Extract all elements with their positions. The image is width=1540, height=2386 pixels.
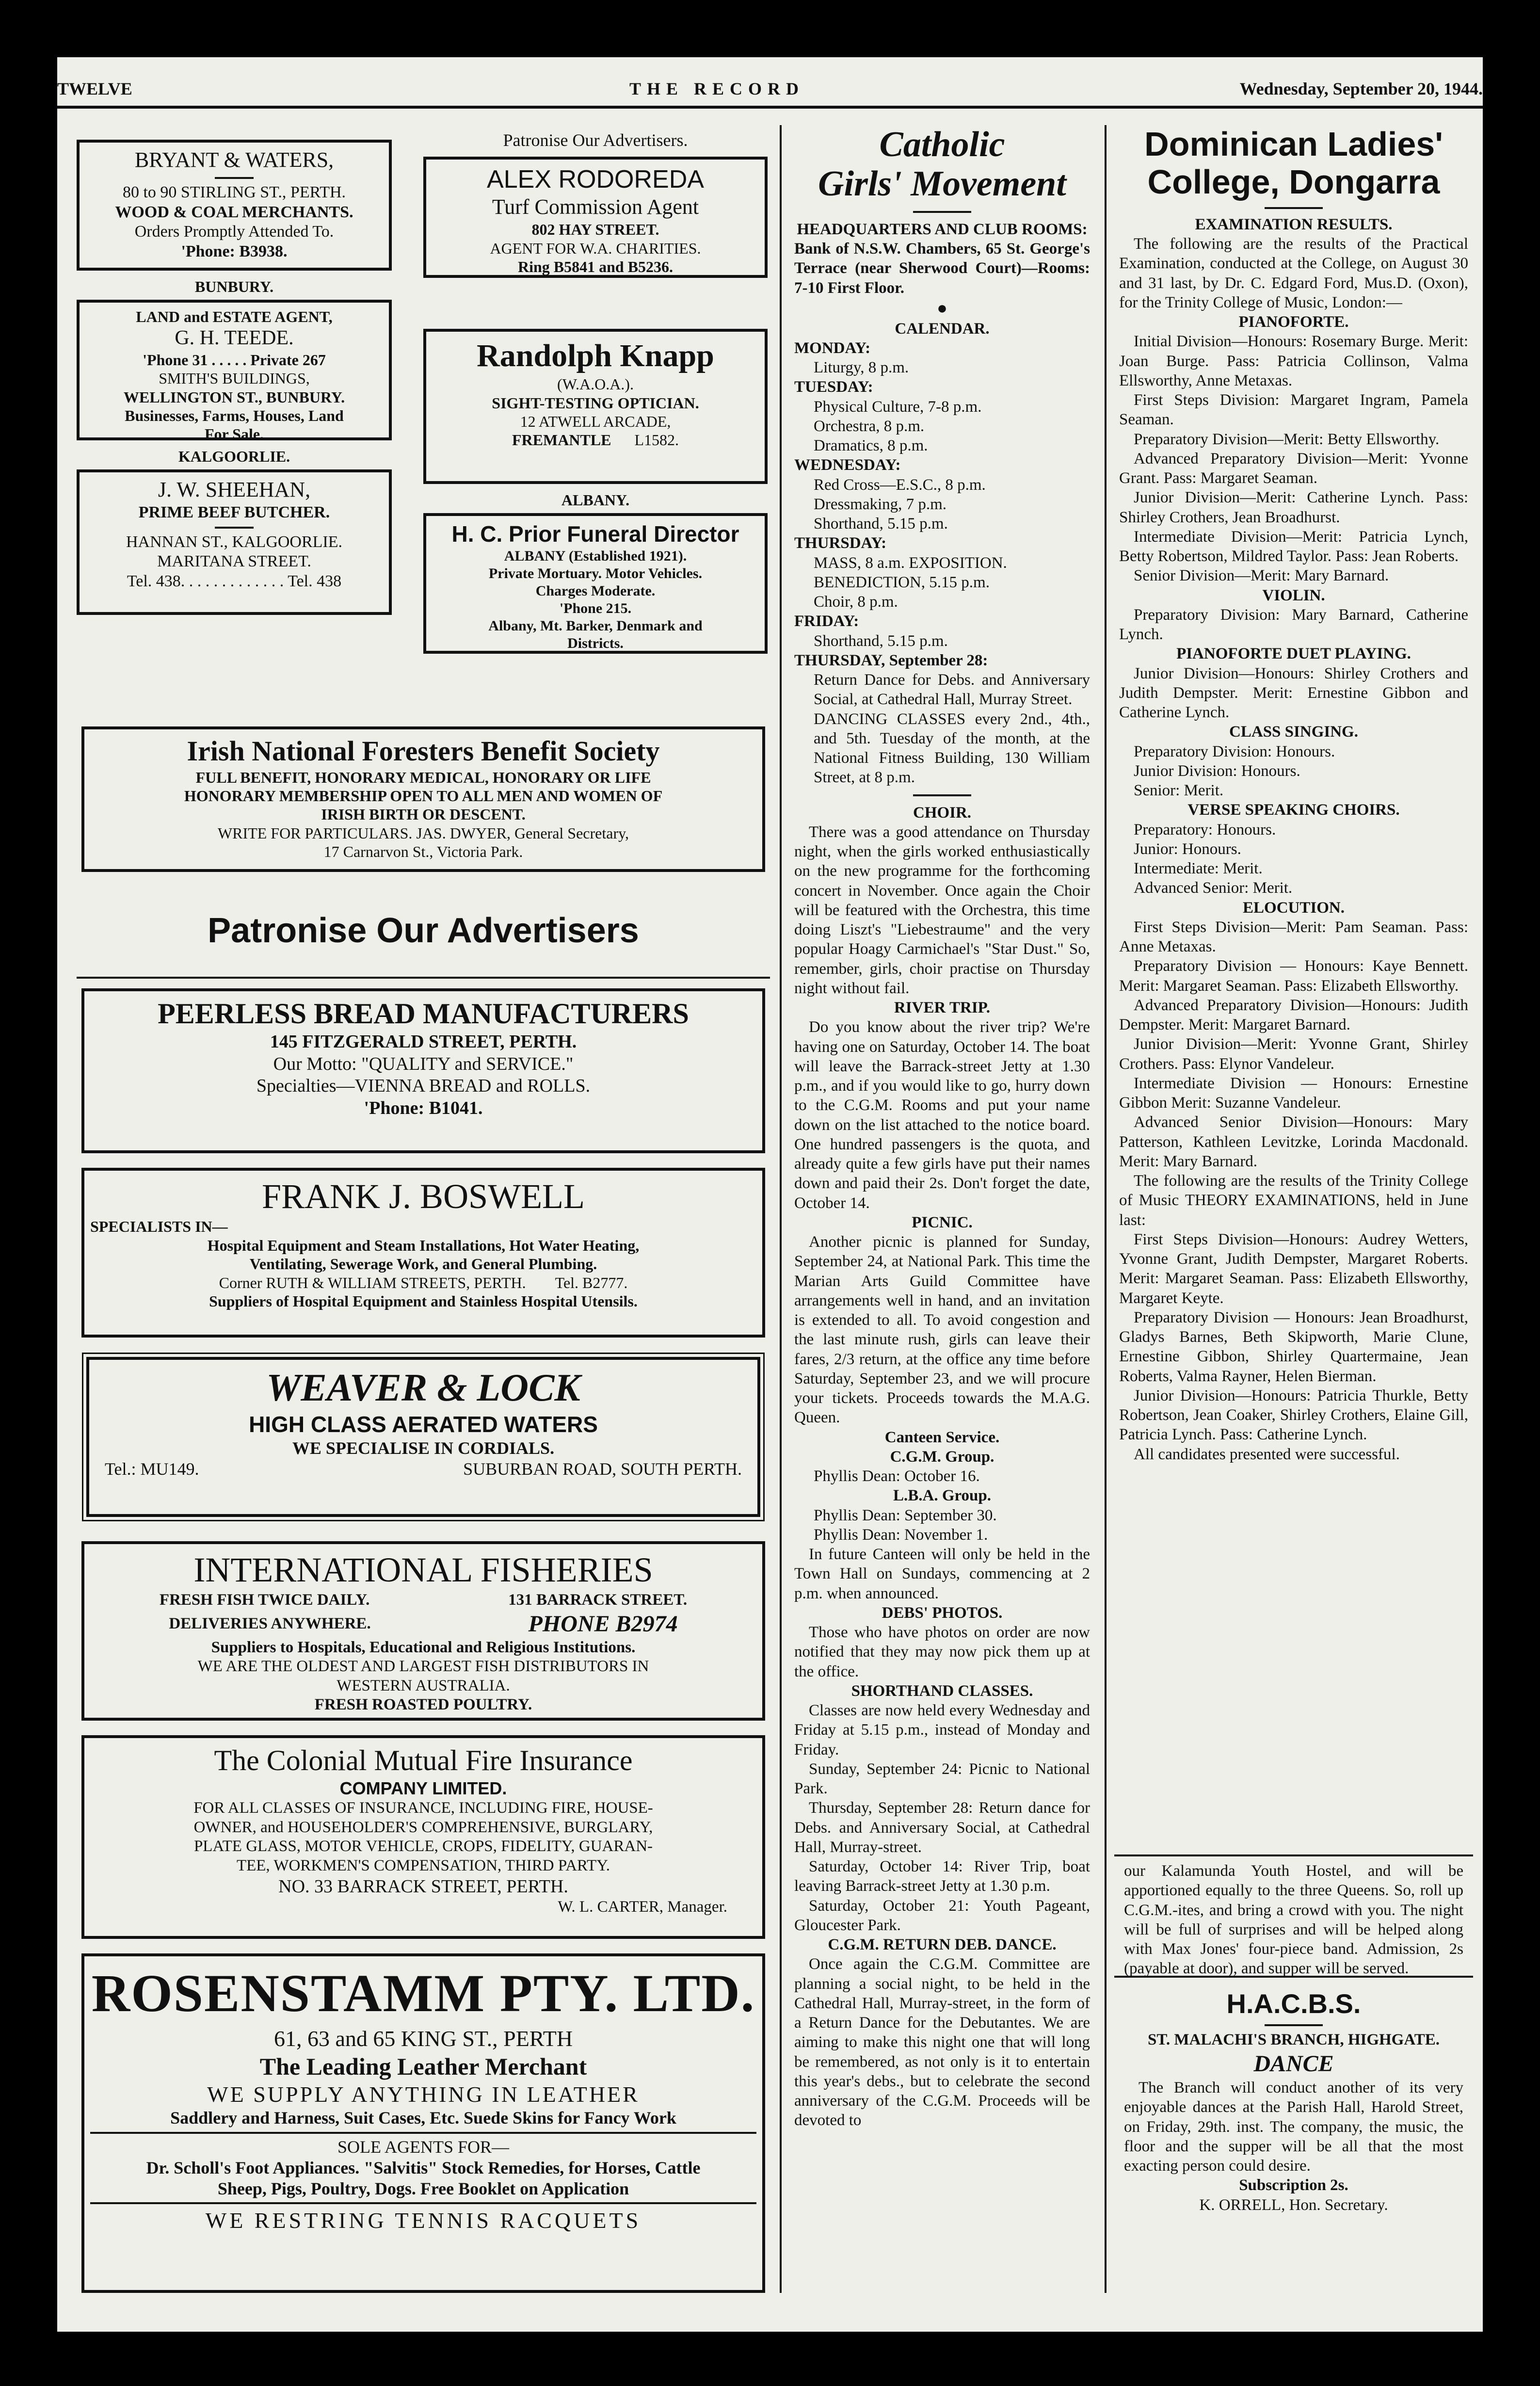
subheading: L.B.A. Group. xyxy=(893,1487,992,1505)
ad-address: 145 FITZGERALD STREET, PERTH. xyxy=(270,1032,577,1052)
subheading: CALENDAR. xyxy=(895,320,990,338)
ad-text: LAND and ESTATE AGENT, xyxy=(136,308,333,325)
ad-text: Charges Moderate. xyxy=(535,583,656,599)
paragraph: Those who have photos on order are now notified that they may now pick them up at the office. xyxy=(794,1624,1090,1680)
ad-address: SUBURBAN ROAD, SOUTH PERTH. xyxy=(463,1459,742,1479)
subheading: C.G.M. Group. xyxy=(890,1448,995,1466)
result-item: First Steps Division—Honours: Audrey Wetters, Yvonne Grant, Judith Dempster, Margaret Roberts. Merit: Margaret Seaman. Pass: Elizabeth Ellsworthy, Margaret Keyte. xyxy=(1119,1230,1468,1307)
ad-phone: L1582. xyxy=(634,431,679,449)
ad-town: FREMANTLE xyxy=(512,431,611,449)
subscription-note: Subscription 2s. xyxy=(1239,2176,1348,2194)
subheading: PIANOFORTE DUET PLAYING. xyxy=(1176,645,1411,663)
event-title: DANCE xyxy=(1253,2050,1334,2077)
result-item: Intermediate: Merit. xyxy=(1134,860,1263,878)
ad-phone: PHONE B2974 xyxy=(528,1611,678,1637)
result-item: All candidates presented were successful. xyxy=(1134,1445,1400,1463)
result-item: Intermediate Division—Merit: Patricia Lynch, Betty Robertson, Mildred Taylor. Pass: Jean Roberts. xyxy=(1119,528,1468,565)
section-heading: KALGOORLIE. xyxy=(178,448,290,465)
calendar-item: Choir, 8 p.m. xyxy=(814,593,898,611)
ad-text: TEE, WORKMEN'S COMPENSATION, THIRD PARTY. xyxy=(236,1856,610,1874)
subheading: ELOCUTION. xyxy=(1243,899,1345,917)
ad-text: Dr. Scholl's Foot Appliances. "Salvitis" Stock Remedies, for Horses, Cattle xyxy=(146,2158,701,2177)
ad-title: J. W. SHEEHAN, xyxy=(158,478,311,501)
ad-text: (W.A.O.A.). xyxy=(557,375,634,393)
subheading: RIVER TRIP. xyxy=(894,999,991,1017)
subheading: HEADQUARTERS AND CLUB ROOMS: xyxy=(797,220,1088,238)
ad-phone: 'Phone 215. xyxy=(559,600,632,617)
result-item: Junior Division—Merit: Catherine Lynch. Pass: Shirley Crothers, Jean Broadhurst. xyxy=(1119,489,1468,526)
ad-title: ALEX RODOREDA xyxy=(487,165,704,193)
ad-foresters xyxy=(81,726,765,872)
paragraph: In future Canteen will only be held in the Town Hall on Sundays, commencing at 2 p.m. when announced. xyxy=(794,1546,1090,1602)
ad-text: AGENT FOR W.A. CHARITIES. xyxy=(490,239,701,257)
ad-title: Irish National Foresters Benefit Society xyxy=(187,735,660,767)
section-heading: BUNBURY. xyxy=(194,278,274,295)
result-item: Senior: Merit. xyxy=(1134,782,1224,800)
ad-address: WELLINGTON ST., BUNBURY. xyxy=(123,388,345,406)
ad-bryant-waters xyxy=(77,140,392,271)
ad-peerless xyxy=(81,988,765,1153)
subheading: PIANOFORTE. xyxy=(1238,313,1349,331)
signature-line: K. ORRELL, Hon. Secretary. xyxy=(1199,2196,1388,2214)
calendar-item: DANCING CLASSES every 2nd., 4th., and 5th. Tuesday of the month, at the National Fitness Building, 130 William Street, at 8 p.m. xyxy=(814,710,1090,787)
article-title: H.A.C.B.S. xyxy=(1226,1988,1361,2019)
ad-text: WE RESTRING TENNIS RACQUETS xyxy=(205,2208,642,2233)
ad-text: SOLE AGENTS FOR— xyxy=(337,2137,510,2157)
ad-address: 12 ATWELL ARCADE, xyxy=(520,412,671,430)
result-item: Preparatory Division—Merit: Betty Ellsworthy. xyxy=(1134,430,1440,448)
result-item: Advanced Preparatory Division—Merit: Yvonne Grant. Pass: Margaret Seaman. xyxy=(1119,450,1468,487)
ad-text: FRESH ROASTED POULTRY. xyxy=(314,1696,532,1714)
ad-text: WE ARE THE OLDEST AND LARGEST FISH DISTRIBUTORS IN xyxy=(197,1658,649,1676)
result-item: Advanced Preparatory Division—Honours: Judith Dempster. Merit: Margaret Barnard. xyxy=(1119,996,1468,1034)
patronise-banner: Patronise Our Advertisers xyxy=(208,911,639,950)
ad-text: SPECIALISTS IN— xyxy=(90,1218,228,1236)
ad-text: WRITE FOR PARTICULARS. JAS. DWYER, General Secretary, xyxy=(217,824,629,842)
ad-boswell xyxy=(81,1168,765,1338)
ad-teede xyxy=(77,300,392,443)
ad-trade: HIGH CLASS AERATED WATERS xyxy=(249,1412,598,1437)
subheading: PICNIC. xyxy=(912,1213,973,1231)
ad-address: MARITANA STREET. xyxy=(157,552,311,571)
calendar-item: MASS, 8 a.m. EXPOSITION. xyxy=(814,554,1007,572)
ad-text: Saddlery and Harness, Suit Cases, Etc. Suede Skins for Fancy Work xyxy=(170,2108,676,2128)
article-title: Dominican Ladies' xyxy=(1144,125,1443,163)
ad-prior xyxy=(423,513,768,654)
ad-title: H. C. Prior Funeral Director xyxy=(451,521,739,547)
article-cgm: Catholic Girls' Movement HEADQUARTERS AND CLUB ROOMS: Bank of N.S.W. Chambers, 65 St. George's Terrace (near Sherwood Court)—Rooms: 7-10 First Floor. ● CALENDAR. MONDAY: Liturgy, 8 p.m. TUESDAY: Physical Culture, 7-8 p.m. Orchestra, 8 p.m. Dramatics, 8 p.m. WEDNESDAY: Red Cross—E.S.C., 8 p.m. Dressmaking, 7 p.m. Shorthand, 5.15 p.m. THURSDAY: MASS, 8 a.m. EXPOSITION. BENEDICTION, 5.15 p.m. Choir, 8 p.m. FRIDAY: Shorthand, 5.15 p.m. THURSDAY, September 28: Return Dance for Debs. and Anniversary Social, at Cathedral Hall, Murray Street. DANCING CLASSES every 2nd., 4th., and 5th. Tuesday of the month, at the National Fitness Building, 130 William Street, at 8 p.m. CHOIR. There was a good attendance on Thursday night, when the girls worked enthusiastically on the new programme for the forthcoming concert in November. Once again the Choir will be featured with the Orchestra, this time doing Liszt's "Liebestraume" and the very popular Hoagy Carmichael's "Star Dust." So, remember, girls, choir practise on Thursday night without fail. RIVER TRIP. Do you know about the river trip? We're having one on Saturday, October 14. The boat will leave the Barrack-street Jetty at 1.30 p.m., and if you would like to go, hurry down to the C.G.M. Rooms and put your name down on the list attached to the notice board. One hundred passengers is the quota, and already quite a few girls have put their names down and paid their 2s. Don't forget the date, October 14. PICNIC. Another picnic is planned for Sunday, September 24, at National Park. This time the Marian Arts Guild Committee have arrangements well in hand, and an invitation is extended to all. To avoid congestion and the last minute rush, girls can leave their fares, 2/3 return, at the office any time before Saturday, September 23, and we will procure your tickets. Proceeds towards the M.A.G. Queen. Canteen Service. C.G.M. Group. Phyllis Dean: October 16. L.B.A. Group. Phyllis Dean: September 30. Phyllis Dean: November 1. In future Canteen will only be held in the Town Hall on Sundays, commencing at 2 p.m. when announced. DEBS' PHOTOS. Those who have photos on order are now notified that they may now pick them up at the office. SHORTHAND CLASSES. Classes are now held every Wednesday and Friday at 5.15 p.m., instead of Monday and Friday. Sunday, September 24: Picnic to National Park. Thursday, September 28: Return dance for Debs. and Anniversary Social, at Cathedral Hall, Murray-street. Saturday, October 14: River Trip, boat leaving Barrack-street Jetty at 1.30 p.m. Saturday, October 21: Youth Pageant, Gloucester Park. C.G.M. RETURN DEB. DANCE. Once again the C.G.M. Committee are planning a social night, to be held in the Cathedral Hall, Murray-street, in the form of a Return Dance for the Debutantes. We are aiming to make this night one that will long be remembered, as not only is it to entertain this year's debs., but to celebrate the second anniversary of the C.G.M. Proceeds will be devoted to xyxy=(794,125,1090,2293)
ad-address: 80 to 90 STIRLING ST., PERTH. xyxy=(122,183,346,201)
article-dominican xyxy=(1119,125,1468,1842)
paragraph: Do you know about the river trip? We're having one on Saturday, October 14. The boat will leave the Barrack-street Jetty at 1.30 p.m., and if you would like to go, hurry down to the C.G.M. Rooms and put your name down on the list attached to the notice board. One hundred passengers is the quota, and already quite a few girls have put their names down and paid their 2s. Don't forget the date, October 14. xyxy=(794,1018,1090,1212)
masthead: THE RECORD xyxy=(629,79,805,98)
ad-title: G. H. TEEDE. xyxy=(175,327,294,350)
ad-text: FOR ALL CLASSES OF INSURANCE, INCLUDING FIRE, HOUSE- xyxy=(193,1799,653,1817)
ad-title: WEAVER & LOCK xyxy=(266,1367,580,1409)
subheading: SHORTHAND CLASSES. xyxy=(851,1682,1033,1700)
ad-address: NO. 33 BARRACK STREET, PERTH. xyxy=(278,1876,568,1897)
calendar-item: Shorthand, 5.15 p.m. xyxy=(814,515,948,533)
ad-text: IRISH BIRTH OR DESCENT. xyxy=(321,806,526,823)
ad-text: Suppliers of Hospital Equipment and Stainless Hospital Utensils. xyxy=(209,1292,638,1310)
result-item: Senior Division—Merit: Mary Barnard. xyxy=(1134,567,1389,585)
ad-colonial-mutual xyxy=(81,1735,765,1939)
paragraph: The following are the results of the Practical Examination, conducted at the College, on August 30 and 31 last, by Dr. C. Edgard Ford, Mus.D. (Oxon), for the Trinity College of Music, London:— xyxy=(1119,235,1468,311)
ad-phone: Tel. B2777. xyxy=(555,1274,628,1291)
ad-text: DELIVERIES ANYWHERE. xyxy=(169,1614,371,1632)
ad-text: FULL BENEFIT, HONORARY MEDICAL, HONORARY OR LIFE xyxy=(195,768,651,786)
ad-title: PEERLESS BREAD MANUFACTURERS xyxy=(158,998,689,1030)
ad-sheehan xyxy=(77,469,392,615)
calendar-item: Shorthand, 5.15 p.m. xyxy=(814,632,948,650)
paragraph: our Kalamunda Youth Hostel, and will be apportioned equally to the three Queens. So, roll up C.G.M.-ites, and bring a crowd with you. The night will be full of surprises and will be helped along with Max Jones' four-piece band. Admission, 2s (payable at door), and supper will be served. xyxy=(1124,1862,1463,1978)
article-title: Girls' Movement xyxy=(818,164,1066,204)
result-item: Junior Division: Honours. xyxy=(1134,762,1300,780)
calendar-item: Dressmaking, 7 p.m. xyxy=(814,495,947,513)
ad-phone: Tel.: MU149. xyxy=(105,1459,199,1479)
ad-text: Districts. xyxy=(567,635,624,652)
result-item: Initial Division—Honours: Rosemary Burge. Merit: Joan Burge. Pass: Patricia Collinson, Valma Ellsworthy, Anne Metaxas. xyxy=(1119,333,1468,389)
calendar-day: FRIDAY: xyxy=(794,613,859,630)
ad-text: Businesses, Farms, Houses, Land xyxy=(125,406,344,424)
ad-rodoreda xyxy=(423,157,768,278)
ad-title: INTERNATIONAL FISHERIES xyxy=(193,1550,653,1589)
article-title: College, Dongarra xyxy=(1147,163,1440,201)
subheading: C.G.M. RETURN DEB. DANCE. xyxy=(828,1936,1057,1954)
ad-text: Hospital Equipment and Steam Installations, Hot Water Heating, xyxy=(207,1236,640,1254)
ad-fisheries xyxy=(81,1541,765,1721)
ad-text: OWNER, and HOUSEHOLDER'S COMPREHENSIVE, BURGLARY, xyxy=(193,1818,653,1836)
ad-text: Sheep, Pigs, Poultry, Dogs. Free Booklet on Application xyxy=(217,2178,629,2198)
page-header xyxy=(57,77,1483,109)
ad-text: Orders Promptly Attended To. xyxy=(134,223,334,241)
paragraph: Another picnic is planned for Sunday, September 24, at National Park. This time the Marian Arts Guild Committee have arrangements well in hand, and an invitation is extended to all. To avoid congestion and the last minute rush, girls can leave their fares, 2/3 return, at the office any time before Saturday, September 23, and we will procure your tickets. Proceeds towards the M.A.G. Queen. xyxy=(794,1233,1090,1427)
paragraph: Once again the C.G.M. Committee are planning a social night, to be held in the Cathedral Hall, Murray-street, in the form of a Return Dance for the Debutantes. We are aiming to make this night one that will long be remembered, as not only is it to entertain this year's debs., but to celebrate the second anniversary of the C.G.M. Proceeds will be devoted to xyxy=(794,1955,1090,2129)
ad-text: SMITH'S BUILDINGS, xyxy=(159,370,310,387)
paragraph: Phyllis Dean: October 16. xyxy=(814,1467,980,1485)
ad-address: 61, 63 and 65 KING ST., PERTH xyxy=(273,2026,573,2051)
section-heading: ALBANY. xyxy=(561,491,630,509)
calendar-item: Physical Culture, 7-8 p.m. xyxy=(814,398,982,416)
ad-title: FRANK J. BOSWELL xyxy=(261,1177,585,1216)
result-item: First Steps Division—Merit: Pam Seaman. Pass: Anne Metaxas. xyxy=(1119,918,1468,956)
issue-date: Wednesday, September 20, 1944. xyxy=(1239,79,1483,98)
paragraph: There was a good attendance on Thursday night, when the girls worked enthusiastically on the new programme for the forthcoming concert in November. Once again the Choir will be featured with the Orchestra, this time doing Liszt's "Liebestraume" and the very popular Hoagy Carmichael's "Star Dust." So, remember, girls, choir practise on Thursday night without fail. xyxy=(794,823,1090,997)
ad-trade: SIGHT-TESTING OPTICIAN. xyxy=(492,394,699,412)
page-number: TWELVE xyxy=(57,79,132,98)
event-item: Thursday, September 28: Return dance for Debs. and Anniversary Social, at Cathedral Hall, Murray-street. xyxy=(794,1799,1090,1856)
subheading: Canteen Service. xyxy=(884,1428,1000,1446)
ad-address: 131 BARRACK STREET. xyxy=(508,1591,688,1609)
ad-phone: 'Phone 31 . . . . . Private 267 xyxy=(143,351,326,369)
ad-phone: 'Phone: B1041. xyxy=(364,1097,483,1118)
ad-text: FRESH FISH TWICE DAILY. xyxy=(159,1591,370,1609)
ad-address: HANNAN ST., KALGOORLIE. xyxy=(126,532,343,551)
ad-address: 17 Carnarvon St., Victoria Park. xyxy=(323,843,523,861)
ad-text: Private Mortuary. Motor Vehicles. xyxy=(488,565,703,582)
calendar-day: WEDNESDAY: xyxy=(794,456,901,474)
event-item: Sunday, September 24: Picnic to National Park. xyxy=(794,1760,1090,1798)
event-item: Saturday, October 14: River Trip, boat leaving Barrack-street Jetty at 1.30 p.m. xyxy=(794,1858,1090,1895)
ad-text: ALBANY (Established 1921). xyxy=(504,548,687,564)
ad-phone: 'Phone: B3938. xyxy=(181,242,288,261)
ad-text: WE SPECIALISE IN CORDIALS. xyxy=(292,1438,555,1458)
result-item: First Steps Division: Margaret Ingram, Pamela Seaman. xyxy=(1119,391,1468,429)
event-item: Saturday, October 21: Youth Pageant, Gloucester Park. xyxy=(794,1897,1090,1934)
paragraph: The Branch will conduct another of its very enjoyable dances at the Parish Hall, Harold Street, on Friday, 29th. inst. The company, the music, the floor and the supper will be all that the most exacting person could desire. xyxy=(1124,2079,1463,2175)
result-item: Junior Division—Honours: Patricia Thurkle, Betty Robertson, Jean Coaker, Shirley Crothers, Elaine Gill, Patricia Lynch. Pass: Catherine Lynch. xyxy=(1119,1386,1468,1444)
result-item: Junior Division—Honours: Shirley Crothers and Judith Dempster. Merit: Ernestine Gibbon and Catherine Lynch. xyxy=(1119,664,1468,722)
calendar-item: Orchestra, 8 p.m. xyxy=(814,417,925,435)
ad-title: Randolph Knapp xyxy=(477,338,714,373)
ad-text: COMPANY LIMITED. xyxy=(339,1778,507,1798)
article-cgm-continued xyxy=(1124,1861,1463,1978)
paragraph: Phyllis Dean: November 1. xyxy=(814,1526,988,1544)
calendar-item: Dramatics, 8 p.m. xyxy=(814,437,928,455)
subheading: EXAMINATION RESULTS. xyxy=(1195,215,1393,233)
calendar-day: TUESDAY: xyxy=(794,378,873,396)
subheading: VIOLIN. xyxy=(1262,586,1325,604)
result-item: Advanced Senior: Merit. xyxy=(1134,879,1293,897)
paragraph: Phyllis Dean: September 30. xyxy=(814,1506,997,1524)
ad-text: Albany, Mt. Barker, Denmark and xyxy=(488,618,703,634)
subheading: CHOIR. xyxy=(913,804,972,822)
newspaper-page xyxy=(57,57,1483,2332)
ad-title: ROSENSTAMM PTY. LTD. xyxy=(91,1964,755,2023)
ad-text: PLATE GLASS, MOTOR VEHICLE, CROPS, FIDELITY, GUARAN- xyxy=(193,1838,653,1855)
ad-text: Suppliers to Hospitals, Educational and Religious Institutions. xyxy=(211,1638,636,1656)
ad-text: WESTERN AUSTRALIA. xyxy=(337,1677,510,1694)
ad-text: Ventilating, Sewerage Work, and General Plumbing. xyxy=(249,1255,597,1273)
result-item: Preparatory Division: Honours. xyxy=(1134,742,1335,760)
calendar-item: Red Cross—E.S.C., 8 p.m. xyxy=(814,476,986,494)
ad-text: Specialties—VIENNA BREAD and ROLLS. xyxy=(256,1076,591,1096)
ad-trade: Turf Commission Agent xyxy=(492,195,699,219)
calendar-day: THURSDAY: xyxy=(794,534,887,552)
result-item: The following are the results of the Trinity College of Music THEORY EXAMINATIONS, held in June last: xyxy=(1119,1172,1468,1229)
result-item: Preparatory Division — Honours: Jean Broadhurst, Gladys Barnes, Beth Skipworth, Marie Clune, Ernestine Gibbon, Shirley Quartermaine, Jean Roberts, Valma Rayner, Helen Bierman. xyxy=(1119,1308,1468,1385)
paragraph: Classes are now held every Wednesday and Friday at 5.15 p.m., instead of Monday and Friday. xyxy=(794,1702,1090,1758)
ad-text: W. L. CARTER, Manager. xyxy=(558,1898,727,1916)
ad-text: WE SUPPLY ANYTHING IN LEATHER xyxy=(207,2082,640,2107)
ad-address: Corner RUTH & WILLIAM STREETS, PERTH. xyxy=(219,1274,526,1291)
result-item: Preparatory Division: Mary Barnard, Catherine Lynch. xyxy=(1119,606,1468,644)
result-item: Advanced Senior Division—Honours: Mary Patterson, Kathleen Levitzke, Lorinda Macdonald. Merit: Mary Barnard. xyxy=(1119,1113,1468,1170)
ad-weaver-lock xyxy=(86,1357,760,1517)
ad-text: For Sale. xyxy=(204,425,264,443)
ad-text: HONORARY MEMBERSHIP OPEN TO ALL MEN AND WOMEN OF xyxy=(184,787,663,805)
result-item: Junior: Honours. xyxy=(1134,840,1241,858)
ad-phone: Ring B5841 and B5236. xyxy=(517,258,674,275)
patronise-note: Patronise Our Advertisers. xyxy=(503,130,688,150)
subheading: CLASS SINGING. xyxy=(1229,723,1358,741)
subheading: DEBS' PHOTOS. xyxy=(882,1604,1003,1622)
calendar-day: MONDAY: xyxy=(794,339,871,357)
result-item: Preparatory Division — Honours: Kaye Bennett. Merit: Margaret Seaman. Pass: Elizabeth Ellsworthy. xyxy=(1119,957,1468,995)
ad-address: 802 HAY STREET. xyxy=(531,221,659,239)
ad-rosenstamm xyxy=(81,1953,765,2293)
result-item: Preparatory: Honours. xyxy=(1134,821,1276,838)
article-hacbs xyxy=(1124,1987,1463,2288)
ad-title: The Colonial Mutual Fire Insurance xyxy=(214,1744,633,1776)
ad-trade: PRIME BEEF BUTCHER. xyxy=(138,503,330,521)
ad-title: BRYANT & WATERS, xyxy=(134,148,334,172)
ad-text: Our Motto: "QUALITY and SERVICE." xyxy=(273,1053,574,1074)
subheading: VERSE SPEAKING CHOIRS. xyxy=(1187,801,1400,819)
ad-trade: WOOD & COAL MERCHANTS. xyxy=(115,203,353,221)
result-item: Intermediate Division — Honours: Ernestine Gibbon Merit: Suzanne Vandeleur. xyxy=(1119,1074,1468,1112)
ad-trade: The Leading Leather Merchant xyxy=(259,2053,587,2080)
ad-phone: Tel. 438. . . . . . . . . . . . . Tel. 438 xyxy=(127,572,342,591)
calendar-day: THURSDAY, September 28: xyxy=(794,651,988,669)
calendar-item: Return Dance for Debs. and Anniversary Social, at Cathedral Hall, Murray Street. xyxy=(814,671,1090,709)
article-title: Catholic xyxy=(879,125,1005,164)
ad-knapp xyxy=(423,329,768,484)
subheading: ST. MALACHI'S BRANCH, HIGHGATE. xyxy=(1147,2031,1440,2049)
calendar-item: BENEDICTION, 5.15 p.m. xyxy=(814,573,990,591)
result-item: Junior Division—Merit: Yvonne Grant, Shirley Crothers. Pass: Elynor Vandeleur. xyxy=(1119,1035,1468,1073)
calendar-item: Liturgy, 8 p.m. xyxy=(814,359,909,377)
paragraph: Bank of N.S.W. Chambers, 65 St. George's Terrace (near Sherwood Court)—Rooms: 7-10 First Floor. xyxy=(794,240,1090,297)
